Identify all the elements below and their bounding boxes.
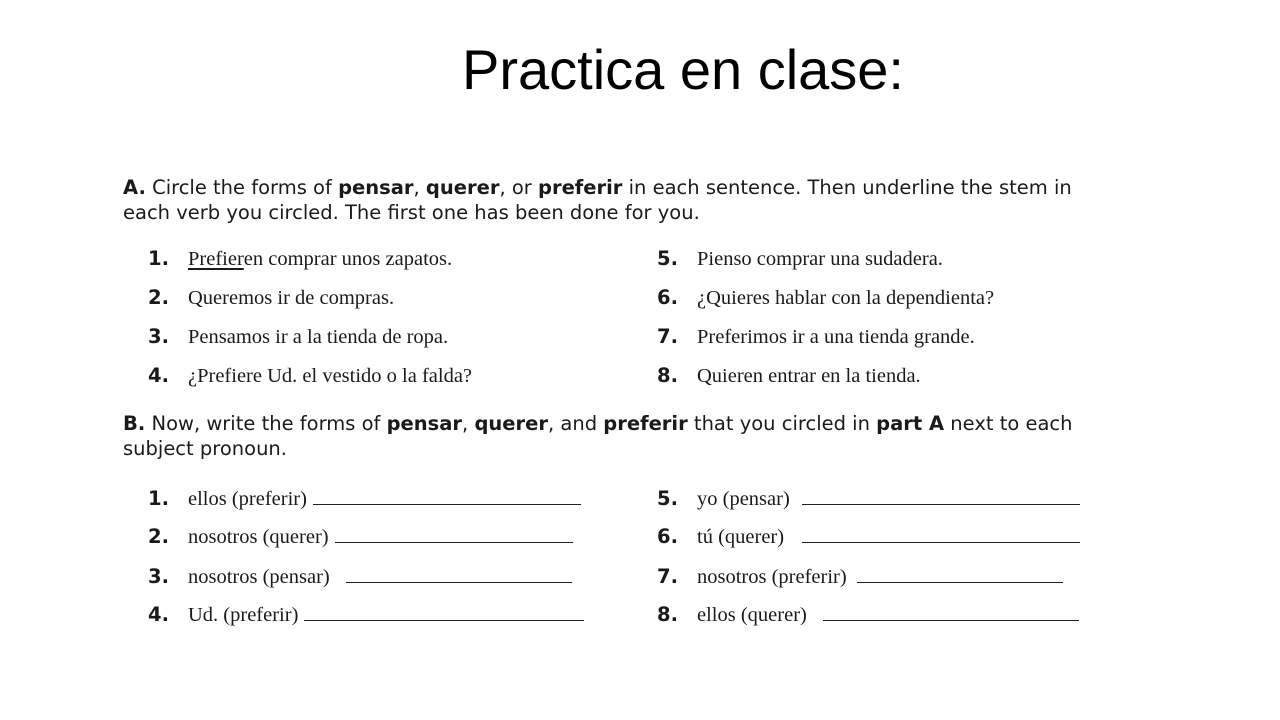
- item-number: 8.: [657, 364, 678, 387]
- item-text: ellos (preferir): [188, 488, 307, 510]
- instruction-text: ,: [462, 412, 475, 435]
- item-text: Pienso comprar una sudadera.: [697, 248, 943, 270]
- part-a-instruction: [123, 175, 1123, 225]
- answer-blank[interactable]: [304, 598, 584, 621]
- part-b-item: [148, 598, 584, 628]
- item-text: Preferimos ir a una tienda grande.: [697, 326, 975, 348]
- item-text: ellos (querer): [697, 604, 807, 626]
- item-number: 6.: [657, 525, 678, 548]
- part-b-item: [148, 482, 581, 512]
- part-b-letter: B.: [123, 412, 146, 435]
- part-a-item: [148, 363, 472, 389]
- item-number: 4.: [148, 603, 169, 626]
- slide-title: Practica en clase:: [462, 38, 904, 101]
- verb-querer: querer: [425, 176, 500, 199]
- item-number: 7.: [657, 565, 678, 588]
- instruction-text: next to each subject pronoun.: [123, 412, 1073, 460]
- item-number: 2.: [148, 286, 169, 309]
- item-number: 1.: [148, 247, 169, 270]
- item-number: 3.: [148, 325, 169, 348]
- verb-pensar: pensar: [386, 412, 463, 435]
- instruction-text: that you circled in: [687, 412, 877, 435]
- part-a-item: [657, 285, 994, 311]
- part-b-item: [657, 520, 1080, 550]
- item-text: tú (querer): [697, 526, 785, 548]
- item-text: nosotros (querer): [188, 526, 329, 548]
- verb-preferir: preferir: [603, 412, 688, 435]
- part-a-letter: A.: [123, 176, 146, 199]
- part-a-reference: part A: [876, 412, 945, 435]
- item-text: en comprar unos zapatos.: [243, 248, 453, 270]
- item-text: Queremos ir de compras.: [188, 287, 395, 309]
- part-b-instruction: [123, 411, 1123, 461]
- item-text: Pensamos ir a la tienda de ropa.: [188, 326, 449, 348]
- instruction-text: Now, write the forms of: [145, 412, 387, 435]
- item-number: 5.: [657, 247, 678, 270]
- item-text: ¿Prefiere Ud. el vestido o la falda?: [188, 365, 473, 387]
- answer-blank[interactable]: [313, 482, 581, 505]
- item-text: Ud. (preferir): [188, 604, 299, 626]
- part-a-item: [148, 324, 448, 350]
- answer-blank[interactable]: [802, 520, 1080, 543]
- answer-blank[interactable]: [857, 560, 1063, 583]
- item-number: 6.: [657, 286, 678, 309]
- instruction-text: ,: [413, 176, 426, 199]
- item-text: nosotros (pensar): [188, 566, 330, 588]
- verb-querer: querer: [474, 412, 548, 435]
- part-b-item: [148, 560, 572, 590]
- item-text: Quieren entrar en la tienda.: [697, 365, 921, 387]
- answer-blank[interactable]: [823, 598, 1079, 621]
- part-a-item: [148, 285, 394, 311]
- instruction-text: in each sentence. Then underline the stem in each verb you circled. The first one has been done for you.: [123, 176, 1072, 224]
- item-text: yo (pensar): [697, 488, 790, 510]
- verb-pensar: pensar: [338, 176, 414, 199]
- part-b-item: [657, 598, 1079, 628]
- item-number: 1.: [148, 487, 169, 510]
- part-a-item: [657, 246, 943, 272]
- part-b-item: [148, 520, 573, 550]
- item-text: nosotros (preferir): [697, 566, 847, 588]
- part-a-item: [657, 363, 921, 389]
- instruction-text: , and: [547, 412, 604, 435]
- item-number: 4.: [148, 364, 169, 387]
- instruction-text: Circle the forms of: [145, 176, 339, 199]
- answer-blank[interactable]: [346, 560, 572, 583]
- verb-preferir: preferir: [538, 176, 623, 199]
- item-number: 3.: [148, 565, 169, 588]
- part-b-item: [657, 482, 1080, 512]
- part-b-item: [657, 560, 1063, 590]
- item-number: 8.: [657, 603, 678, 626]
- item-number: 2.: [148, 525, 169, 548]
- item-number: 5.: [657, 487, 678, 510]
- item-text: ¿Quieres hablar con la dependienta?: [697, 287, 995, 309]
- instruction-text: , or: [499, 176, 538, 199]
- answer-blank[interactable]: [335, 520, 573, 543]
- part-a-item: [657, 324, 975, 350]
- answer-blank[interactable]: [802, 482, 1080, 505]
- part-a-item: [148, 246, 452, 272]
- underlined-stem: Prefier: [188, 248, 244, 270]
- item-number: 7.: [657, 325, 678, 348]
